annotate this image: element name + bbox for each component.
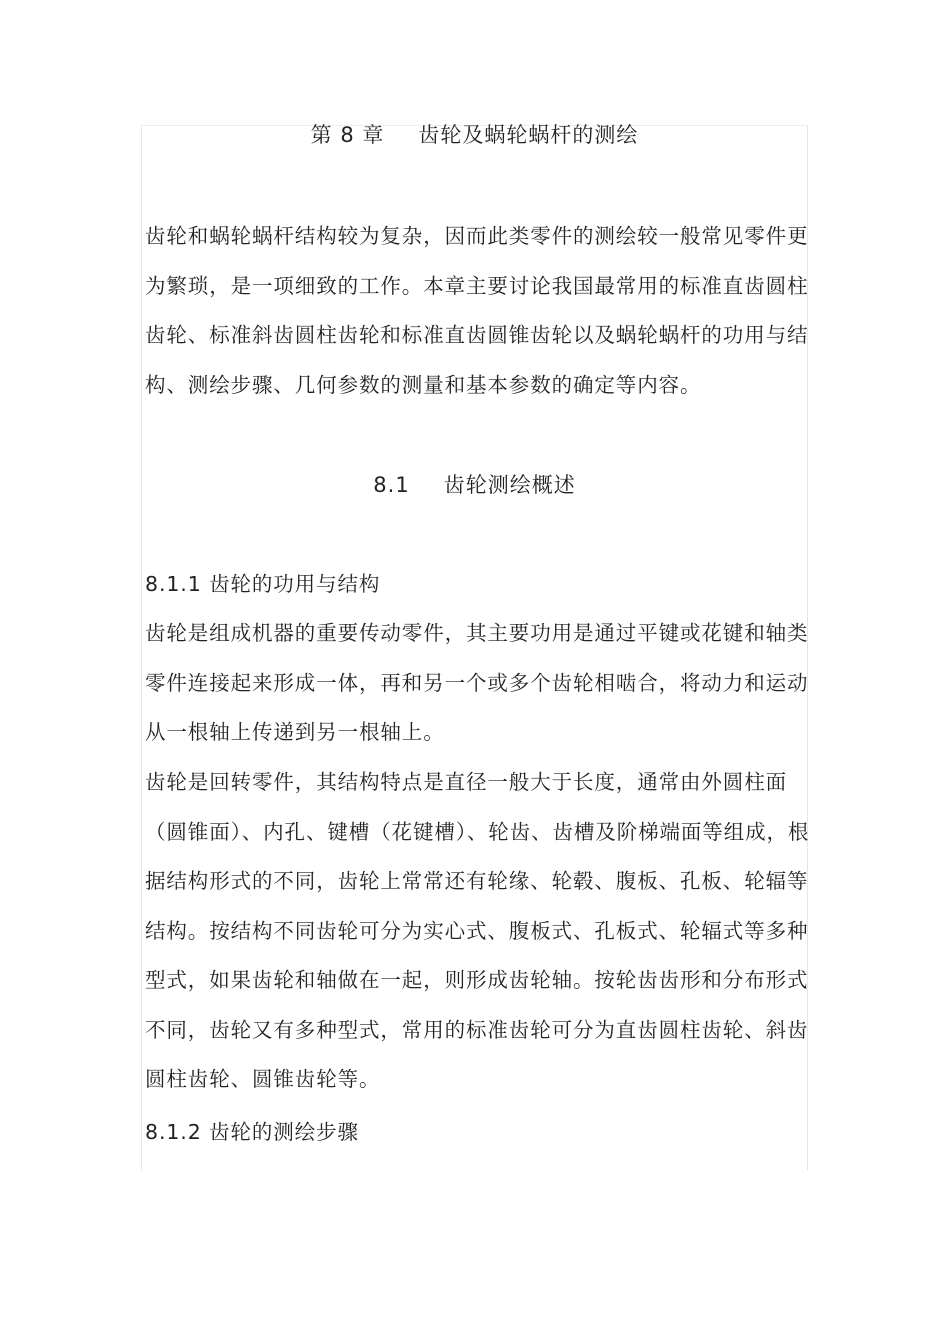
intro-paragraph: 齿轮和蜗轮蜗杆结构较为复杂，因而此类零件的测绘较一般常见零件更为繁琐，是一项细致的工作。本章主要讨论我国最常用的标准直齿圆柱齿轮、标准斜齿圆柱齿轮和标准直齿圆锥齿轮以及蜗轮蜗杆的功用与结构、测绘步骤、几何参数的测量和基本参数的确定等内容。	[145, 224, 809, 397]
subsection-1-paragraph-2: 齿轮是回转零件，其结构特点是直径一般大于长度，通常由外圆柱面（圆锥面）、内孔、键槽（花键槽）、轮齿、齿槽及阶梯端面等组成，根据结构形式的不同，齿轮上常常还有轮缘、轮毂、腹板、孔板、轮辐等结构。按结构不同齿轮可分为实心式、腹板式、孔板式、轮辐式等多种型式，如果齿轮和轴做在一起，则形成齿轮轴。按轮齿齿形和分布形式不同，齿轮又有多种型式，常用的标准齿轮可分为直齿圆柱齿轮、斜齿圆柱齿轮、圆锥齿轮等。	[145, 770, 810, 1091]
section-title	[141, 470, 808, 500]
subsection-heading-1: 8.1.1 齿轮的功用与结构	[145, 572, 381, 596]
chapter-title-text: 齿轮及蜗轮蜗杆的测绘	[418, 123, 639, 147]
section-title-text: 齿轮测绘概述	[443, 473, 576, 497]
subsection-1-paragraph-1: 齿轮是组成机器的重要传动零件，其主要功用是通过平键或花键和轴类零件连接起来形成一体，再和另一个或多个齿轮相啮合，将动力和运动从一根轴上传递到另一根轴上。	[145, 621, 809, 744]
chapter-title	[141, 120, 808, 150]
section-number: 8.1	[373, 473, 410, 497]
chapter-number: 第 8 章	[310, 123, 385, 147]
subsection-heading-2: 8.1.2 齿轮的测绘步骤	[145, 1120, 359, 1144]
